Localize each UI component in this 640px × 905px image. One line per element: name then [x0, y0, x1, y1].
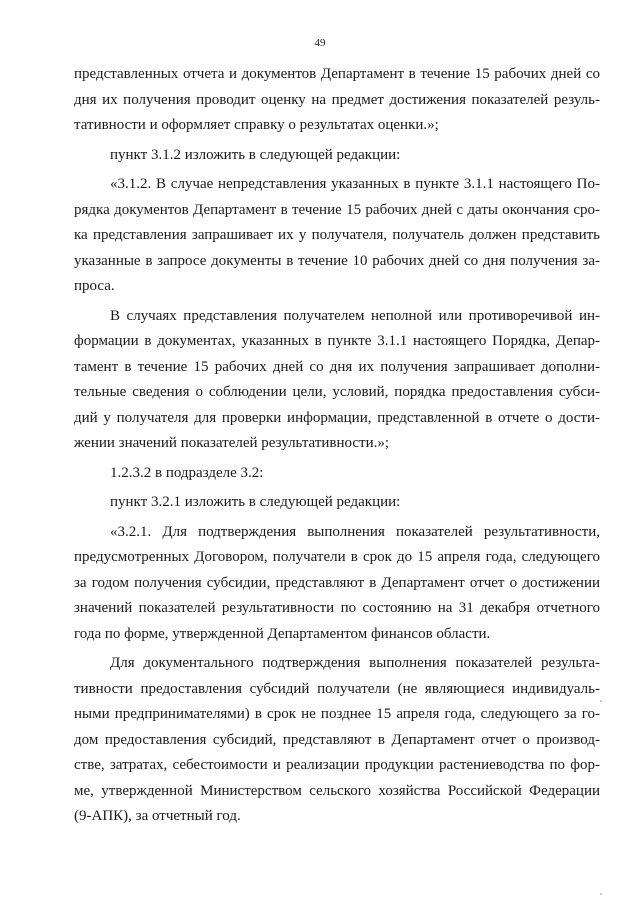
- text-line: стве, затратах, себестоимости и реализации продукции растениеводства по фор-: [74, 757, 600, 773]
- text-line: представленных отчета и документов Департамент в течение 15 рабочих дней со: [74, 66, 600, 82]
- text-line: ка представления запрашивает их у получателя, получатель должен представить: [74, 227, 600, 243]
- text-line: тамент в течение 15 рабочих дней со дня их получения запрашивает дополни-: [74, 358, 600, 375]
- text-line: дий у получателя для проверки информации, представленной в отчете о дости-: [74, 409, 600, 426]
- scan-speck: [600, 700, 602, 702]
- paragraph-4: [74, 304, 600, 457]
- text-line: рядка документов Департамент в течение 15 рабочих дней с даты окончания сро-: [74, 201, 600, 218]
- paragraph-2: [74, 143, 600, 169]
- paragraph-5: [74, 461, 600, 487]
- document-body: [74, 62, 600, 834]
- text-line: тивности предоставления субсидий получатели (не являющиеся индивидуаль-: [74, 680, 600, 697]
- page-number: 49: [314, 37, 326, 49]
- text-line: указанные в запросе документы в течение 10 рабочих дней со дня получения за-: [74, 252, 600, 269]
- text-line: тативности и оформляет справку о результатах оценки.»;: [74, 117, 439, 133]
- text-line: В случаях представления получателем неполной или противоречивой ин-: [110, 307, 600, 324]
- text-line: «3.1.2. В случае непредставления указанных в пункте 3.1.1 настоящего По-: [110, 176, 600, 192]
- text-line: ными предпринимателями) в срок не позднее 15 апреля года, следующего за го-: [74, 706, 600, 722]
- text-line: пункт 3.1.2 изложить в следующей редакции:: [110, 146, 401, 163]
- text-line: Для документального подтверждения выполнения показателей результа-: [110, 655, 600, 671]
- text-line: ме, утвержденной Министерством сельского хозяйства Российской Федерации: [74, 782, 600, 799]
- text-line: дня их получения проводит оценку на предмет достижения показателей резуль-: [74, 91, 600, 108]
- text-line: (9-АПК), за отчетный год.: [74, 808, 241, 824]
- text-line: года по форме, утвержденной Департаментом финансов области.: [74, 625, 491, 642]
- paragraph-1: [74, 62, 600, 139]
- text-line: 1.2.3.2 в подразделе 3.2:: [110, 464, 264, 481]
- text-line: дом предоставления субсидий, представляют в Департамент отчет о производ-: [74, 731, 600, 748]
- text-line: «3.2.1. Для подтверждения выполнения показателей результативности,: [110, 523, 600, 540]
- text-line: проса.: [74, 278, 115, 294]
- text-line: пункт 3.2.1 изложить в следующей редакции:: [110, 494, 401, 510]
- text-line: тельные сведения о соблюдении цели, условий, порядка предоставления субси-: [74, 384, 600, 400]
- paragraph-3: [74, 172, 600, 300]
- text-line: значений показателей результативности по состоянию на 31 декабря отчетного: [74, 600, 600, 616]
- text-line: формации в документах, указанных в пункте 3.1.1 настоящего Порядка, Депар-: [74, 333, 600, 349]
- text-line: за годом получения субсидии, представляют в Департамент отчет о достижении: [74, 574, 600, 591]
- text-line: жении значений показателей результативности.»;: [74, 435, 390, 451]
- paragraph-7: [74, 520, 600, 648]
- paragraph-6: [74, 490, 600, 516]
- scan-speck: [600, 893, 602, 895]
- paragraph-8: [74, 651, 600, 830]
- text-line: предусмотренных Договором, получатели в срок до 15 апреля года, следующего: [74, 549, 600, 565]
